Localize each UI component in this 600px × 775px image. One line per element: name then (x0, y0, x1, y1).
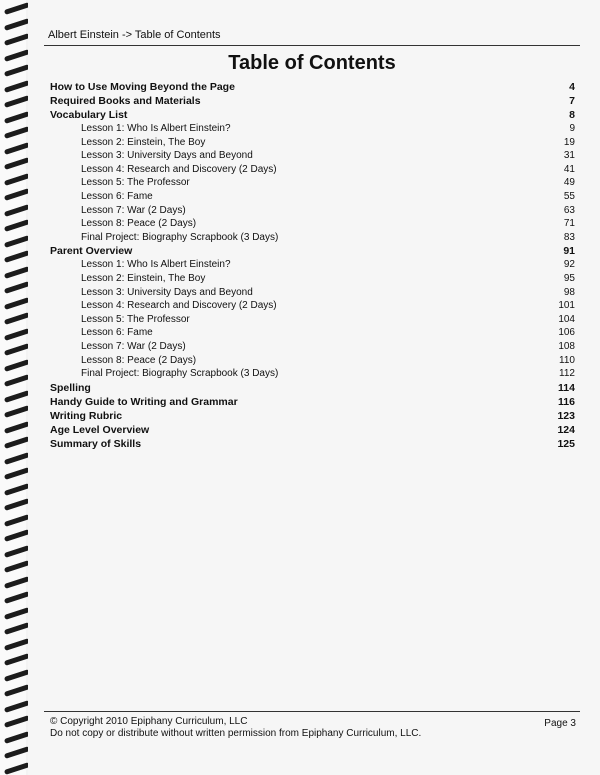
toc-entry-page: 91 (563, 245, 575, 258)
binding-coil (4, 328, 30, 341)
toc-subentry[interactable] (50, 272, 575, 286)
toc-section[interactable] (50, 94, 575, 108)
binding-coil (4, 343, 30, 356)
toc-entry-page: 110 (559, 354, 575, 366)
toc-subentry[interactable] (50, 217, 575, 231)
toc-entry-page: 114 (558, 381, 575, 394)
toc-section[interactable] (50, 437, 575, 451)
binding-coil (4, 80, 30, 93)
toc-entry-page: 4 (569, 81, 575, 93)
binding-coil (4, 173, 30, 186)
binding-coil (4, 390, 30, 403)
toc-entry-title: Spelling (50, 381, 91, 394)
toc-entry-page: 71 (563, 218, 575, 230)
binding-coil (4, 436, 30, 449)
binding-coil (4, 746, 30, 759)
binding-coil (4, 235, 30, 248)
toc-entry-title: Lesson 1: Who Is Albert Einstein? (81, 123, 231, 134)
toc-entry-title: Required Books and Materials (50, 95, 201, 107)
binding-coil (4, 359, 30, 372)
binding-coil (4, 529, 30, 542)
toc-entry-title: How to Use Moving Beyond the Page (50, 81, 235, 93)
binding-coil (4, 266, 30, 279)
toc-entry-page: 7 (569, 95, 575, 107)
toc-entry-title: Lesson 8: Peace (2 Days) (81, 354, 197, 366)
toc-section[interactable] (50, 244, 575, 258)
toc-section[interactable] (50, 409, 575, 423)
toc-entry-title: Lesson 5: The Professor (81, 177, 190, 189)
toc-entry-page: 9 (569, 123, 575, 134)
toc-entry-title: Lesson 1: Who Is Albert Einstein? (81, 259, 231, 271)
binding-coil (4, 762, 30, 775)
toc-entry-page: 49 (563, 177, 575, 189)
page-number: Page 3 (544, 718, 576, 729)
toc-entry-title: Final Project: Biography Scrapbook (3 Days) (81, 368, 279, 380)
toc-subentry[interactable] (50, 163, 575, 177)
binding-coil (4, 607, 30, 620)
binding-coil (4, 297, 30, 310)
toc-subentry[interactable] (50, 149, 575, 163)
binding-coil (4, 467, 30, 480)
page-title: Table of Contents (228, 52, 396, 74)
binding-coil (4, 64, 30, 77)
toc-subentry[interactable] (50, 231, 575, 245)
toc-entry-page: 125 (557, 437, 575, 450)
binding-coil (4, 312, 30, 325)
toc-subentry[interactable] (50, 326, 575, 340)
binding-coil (4, 622, 30, 635)
toc-entry-title: Lesson 4: Research and Discovery (2 Days) (81, 163, 277, 175)
toc-entry-page: 55 (563, 190, 575, 202)
binding-coil (4, 49, 30, 62)
table-of-contents (50, 80, 575, 451)
toc-entry-title: Lesson 2: Einstein, The Boy (81, 136, 206, 148)
toc-subentry[interactable] (50, 176, 575, 190)
spiral-binding (0, 0, 26, 775)
header-divider (44, 45, 580, 46)
binding-coil (4, 576, 30, 589)
binding-coil (4, 514, 30, 527)
toc-section[interactable] (50, 108, 575, 122)
toc-entry-title: Lesson 8: Peace (2 Days) (81, 218, 197, 230)
toc-entry-page: 112 (559, 368, 575, 380)
toc-entry-page: 106 (558, 327, 575, 339)
toc-entry-page: 116 (558, 395, 575, 408)
toc-subentry[interactable] (50, 354, 575, 368)
toc-entry-page: 124 (557, 423, 575, 436)
binding-coil (4, 638, 30, 651)
binding-coil (4, 421, 30, 434)
binding-coil (4, 715, 30, 728)
binding-coil (4, 2, 30, 15)
toc-entry-title: Lesson 5: The Professor (81, 313, 190, 325)
toc-entry-title: Handy Guide to Writing and Grammar (50, 395, 238, 408)
toc-entry-title: Lesson 3: University Days and Beyond (81, 286, 253, 298)
toc-section[interactable] (50, 395, 575, 409)
toc-subentry[interactable] (50, 299, 575, 313)
binding-coil (4, 18, 30, 31)
binding-coil (4, 669, 30, 682)
page-header: Albert Einstein -> Table of Contents (48, 29, 221, 41)
binding-coil (4, 545, 30, 558)
toc-entry-page: 41 (563, 163, 575, 175)
toc-entry-page: 19 (563, 136, 575, 148)
toc-entry-title: Lesson 6: Fame (81, 190, 153, 202)
toc-entry-title: Lesson 7: War (2 Days) (81, 340, 186, 352)
toc-entry-title: Lesson 7: War (2 Days) (81, 204, 186, 216)
toc-section[interactable] (50, 80, 575, 94)
binding-coil (4, 405, 30, 418)
toc-section[interactable] (50, 381, 575, 395)
binding-coil (4, 281, 30, 294)
toc-entry-page: 98 (563, 286, 575, 298)
binding-coil (4, 111, 30, 124)
binding-coil (4, 219, 30, 232)
binding-coil (4, 498, 30, 511)
toc-entry-page: 104 (558, 313, 575, 325)
binding-coil (4, 700, 30, 713)
toc-entry-title: Lesson 6: Fame (81, 327, 153, 339)
binding-coil (4, 157, 30, 170)
toc-entry-title: Writing Rubric (50, 409, 123, 422)
distribution-notice: Do not copy or distribute without written permission from Epiphany Curriculum, LLC. (50, 728, 422, 739)
toc-entry-page: 92 (563, 259, 575, 271)
binding-coil (4, 142, 30, 155)
toc-entry-title: Vocabulary List (50, 109, 128, 121)
toc-subentry[interactable] (50, 136, 575, 150)
binding-coil (4, 684, 30, 697)
toc-entry-title: Final Project: Biography Scrapbook (3 Days) (81, 231, 279, 243)
toc-section[interactable] (50, 423, 575, 437)
toc-entry-title: Lesson 4: Research and Discovery (2 Days) (81, 300, 277, 312)
toc-subentry[interactable] (50, 340, 575, 354)
toc-entry-page: 31 (563, 150, 575, 162)
toc-entry-title: Parent Overview (50, 245, 133, 258)
binding-coil (4, 250, 30, 263)
toc-subentry[interactable] (50, 204, 575, 218)
toc-subentry[interactable] (50, 286, 575, 300)
binding-coil (4, 560, 30, 573)
binding-coil (4, 374, 30, 387)
binding-coil (4, 95, 30, 108)
copyright-line: © Copyright 2010 Epiphany Curriculum, LLC (50, 716, 248, 727)
binding-coil (4, 204, 30, 217)
toc-entry-page: 63 (563, 204, 575, 216)
binding-coil (4, 452, 30, 465)
binding-coil (4, 188, 30, 201)
toc-subentry[interactable] (50, 190, 575, 204)
binding-coil (4, 483, 30, 496)
toc-entry-page: 101 (558, 300, 575, 312)
toc-subentry[interactable] (50, 258, 575, 272)
toc-entry-title: Lesson 2: Einstein, The Boy (81, 272, 206, 284)
toc-subentry[interactable] (50, 122, 575, 136)
footer-divider (44, 711, 580, 712)
toc-entry-title: Age Level Overview (50, 423, 150, 436)
toc-entry-title: Summary of Skills (50, 437, 142, 450)
binding-coil (4, 33, 30, 46)
toc-subentry[interactable] (50, 367, 575, 381)
toc-entry-page: 8 (569, 109, 575, 121)
toc-entry-title: Lesson 3: University Days and Beyond (81, 150, 253, 162)
toc-subentry[interactable] (50, 313, 575, 327)
page-footer (50, 716, 421, 740)
toc-entry-page: 83 (563, 231, 575, 243)
binding-coil (4, 653, 30, 666)
binding-coil (4, 126, 30, 139)
toc-entry-page: 108 (558, 340, 575, 352)
binding-coil (4, 731, 30, 744)
toc-entry-page: 95 (563, 272, 575, 284)
toc-entry-page: 123 (557, 409, 575, 422)
binding-coil (4, 591, 30, 604)
